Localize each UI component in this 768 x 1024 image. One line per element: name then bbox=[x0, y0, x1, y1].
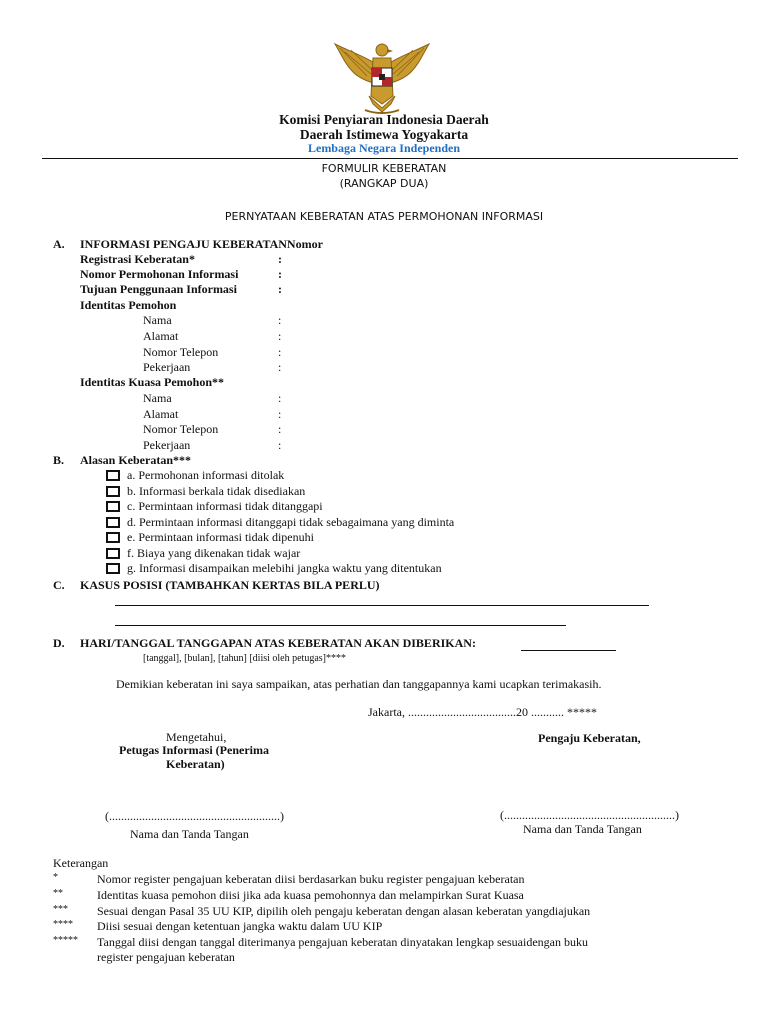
note-text: Identitas kuasa pemohon diisi jika ada kuasa pemohonnya dan melampirkan Surat Kuasa bbox=[97, 888, 524, 902]
org-name-line2: Daerah Istimewa Yogyakarta bbox=[299, 127, 469, 142]
field-label-tujuan: Tujuan Penggunaan Informasi bbox=[80, 282, 237, 296]
field-sep: : bbox=[278, 252, 282, 266]
note-mark: **** bbox=[53, 919, 73, 930]
org-name-line1: Komisi Penyiaran Indonesia Daerah bbox=[279, 112, 489, 127]
garuda-emblem-icon bbox=[331, 38, 433, 116]
form-title: FORMULIR KEBERATAN bbox=[321, 162, 447, 175]
reason-option: d. Permintaan informasi ditanggapi tidak sebagaimana yang diminta bbox=[127, 515, 455, 529]
sig-left-caption: Nama dan Tanda Tangan bbox=[130, 827, 249, 841]
section-b-title: Alasan Keberatan*** bbox=[80, 453, 191, 467]
note-mark: ** bbox=[53, 888, 63, 899]
case-line-1[interactable] bbox=[115, 605, 649, 606]
note-text: Tanggal diisi dengan tanggal diterimanya pengajuan keberatan dinyatakan lengkap sesuaidengan buku bbox=[97, 935, 588, 949]
reason-checkbox[interactable] bbox=[106, 470, 120, 481]
reason-option: a. Permohonan informasi ditolak bbox=[127, 468, 285, 482]
kuasa-alamat-label: Alamat bbox=[143, 407, 179, 421]
section-b-letter: B. bbox=[53, 453, 65, 467]
field-sep: : bbox=[278, 329, 282, 343]
note-text: Diisi sesuai dengan ketentuan jangka waktu dalam UU KIP bbox=[97, 919, 383, 933]
note-mark: *** bbox=[53, 904, 68, 915]
note-text: Sesuai dengan Pasal 35 UU KIP, dipilih oleh pengaju keberatan dengan alasan keberatan yangdiajukan bbox=[97, 904, 591, 918]
response-date-hint: [tanggal], [bulan], [tahun] [diisi oleh petugas]**** bbox=[143, 653, 346, 664]
header-divider bbox=[42, 158, 738, 159]
field-sep: : bbox=[278, 267, 282, 281]
reason-checkbox[interactable] bbox=[106, 563, 120, 574]
kuasa-pekerjaan-label: Pekerjaan bbox=[143, 438, 191, 452]
field-sep: : bbox=[278, 391, 282, 405]
section-d-letter: D. bbox=[53, 636, 65, 650]
case-line-2[interactable] bbox=[115, 625, 566, 626]
kuasa-telepon-label: Nomor Telepon bbox=[143, 422, 219, 436]
field-sep: : bbox=[278, 360, 282, 374]
field-label-nomor-permohonan: Nomor Permohonan Informasi bbox=[80, 267, 239, 281]
pemohon-telepon-label: Nomor Telepon bbox=[143, 345, 219, 359]
field-label-registrasi: Registrasi Keberatan* bbox=[80, 252, 195, 266]
kuasa-title: Identitas Kuasa Pemohon** bbox=[80, 375, 225, 389]
section-d-title: HARI/TANGGAL TANGGAPAN ATAS KEBERATAN AKAN DIBERIKAN: bbox=[80, 636, 476, 650]
reason-option: c. Permintaan informasi tidak ditanggapi bbox=[127, 499, 323, 513]
sig-left-blank[interactable]: (.........................................................) bbox=[105, 809, 284, 823]
sig-left-title-1: Petugas Informasi (Penerima bbox=[119, 743, 269, 757]
reason-checkbox[interactable] bbox=[106, 486, 120, 497]
place-date-line: Jakarta, ....................................20 ........... ***** bbox=[368, 705, 597, 719]
reason-option: f. Biaya yang dikenakan tidak wajar bbox=[127, 546, 301, 560]
notes-title: Keterangan bbox=[53, 856, 109, 870]
reason-option: b. Informasi berkala tidak disediakan bbox=[127, 484, 306, 498]
sig-right-caption: Nama dan Tanda Tangan bbox=[523, 822, 642, 836]
field-sep: : bbox=[278, 313, 282, 327]
sig-left-intro: Mengetahui, bbox=[166, 730, 227, 744]
section-a-letter: A. bbox=[53, 237, 65, 251]
reason-checkbox[interactable] bbox=[106, 548, 120, 559]
reason-checkbox[interactable] bbox=[106, 501, 120, 512]
pemohon-alamat-label: Alamat bbox=[143, 329, 179, 343]
note-mark: ***** bbox=[53, 935, 78, 946]
kuasa-nama-label: Nama bbox=[143, 391, 172, 405]
response-date-line[interactable] bbox=[521, 650, 616, 651]
field-sep: : bbox=[278, 438, 282, 452]
sig-right-title: Pengaju Keberatan, bbox=[538, 731, 641, 745]
reason-checkbox[interactable] bbox=[106, 532, 120, 543]
note-continuation: register pengajuan keberatan bbox=[97, 950, 235, 964]
note-text: Nomor register pengajuan keberatan diisi berdasarkan buku register pengajuan keberatan bbox=[97, 872, 525, 886]
sig-left-title-2: Keberatan) bbox=[166, 757, 225, 771]
pemohon-nama-label: Nama bbox=[143, 313, 172, 327]
field-sep: : bbox=[278, 345, 282, 359]
section-a-title: INFORMASI PENGAJU KEBERATANNomor bbox=[80, 237, 323, 251]
org-tagline: Lembaga Negara Independen bbox=[307, 141, 460, 155]
pemohon-pekerjaan-label: Pekerjaan bbox=[143, 360, 191, 374]
section-c-title: KASUS POSISI (TAMBAHKAN KERTAS BILA PERLU) bbox=[80, 578, 380, 592]
reason-option: e. Permintaan informasi tidak dipenuhi bbox=[127, 530, 314, 544]
sig-right-blank[interactable]: (.........................................................) bbox=[500, 808, 679, 822]
pemohon-title: Identitas Pemohon bbox=[80, 298, 177, 312]
note-mark: * bbox=[53, 872, 58, 883]
field-sep: : bbox=[278, 407, 282, 421]
field-sep: : bbox=[278, 422, 282, 436]
section-c-letter: C. bbox=[53, 578, 65, 592]
field-sep: : bbox=[278, 282, 282, 296]
closing-statement: Demikian keberatan ini saya sampaikan, atas perhatian dan tanggapannya kami ucapkan terimakasih. bbox=[116, 677, 602, 691]
reason-option: g. Informasi disampaikan melebihi jangka waktu yang ditentukan bbox=[127, 561, 442, 575]
reason-checkbox[interactable] bbox=[106, 517, 120, 528]
form-heading: PERNYATAAN KEBERATAN ATAS PERMOHONAN INFORMASI bbox=[224, 210, 544, 223]
form-subtitle: (RANGKAP DUA) bbox=[339, 177, 429, 190]
